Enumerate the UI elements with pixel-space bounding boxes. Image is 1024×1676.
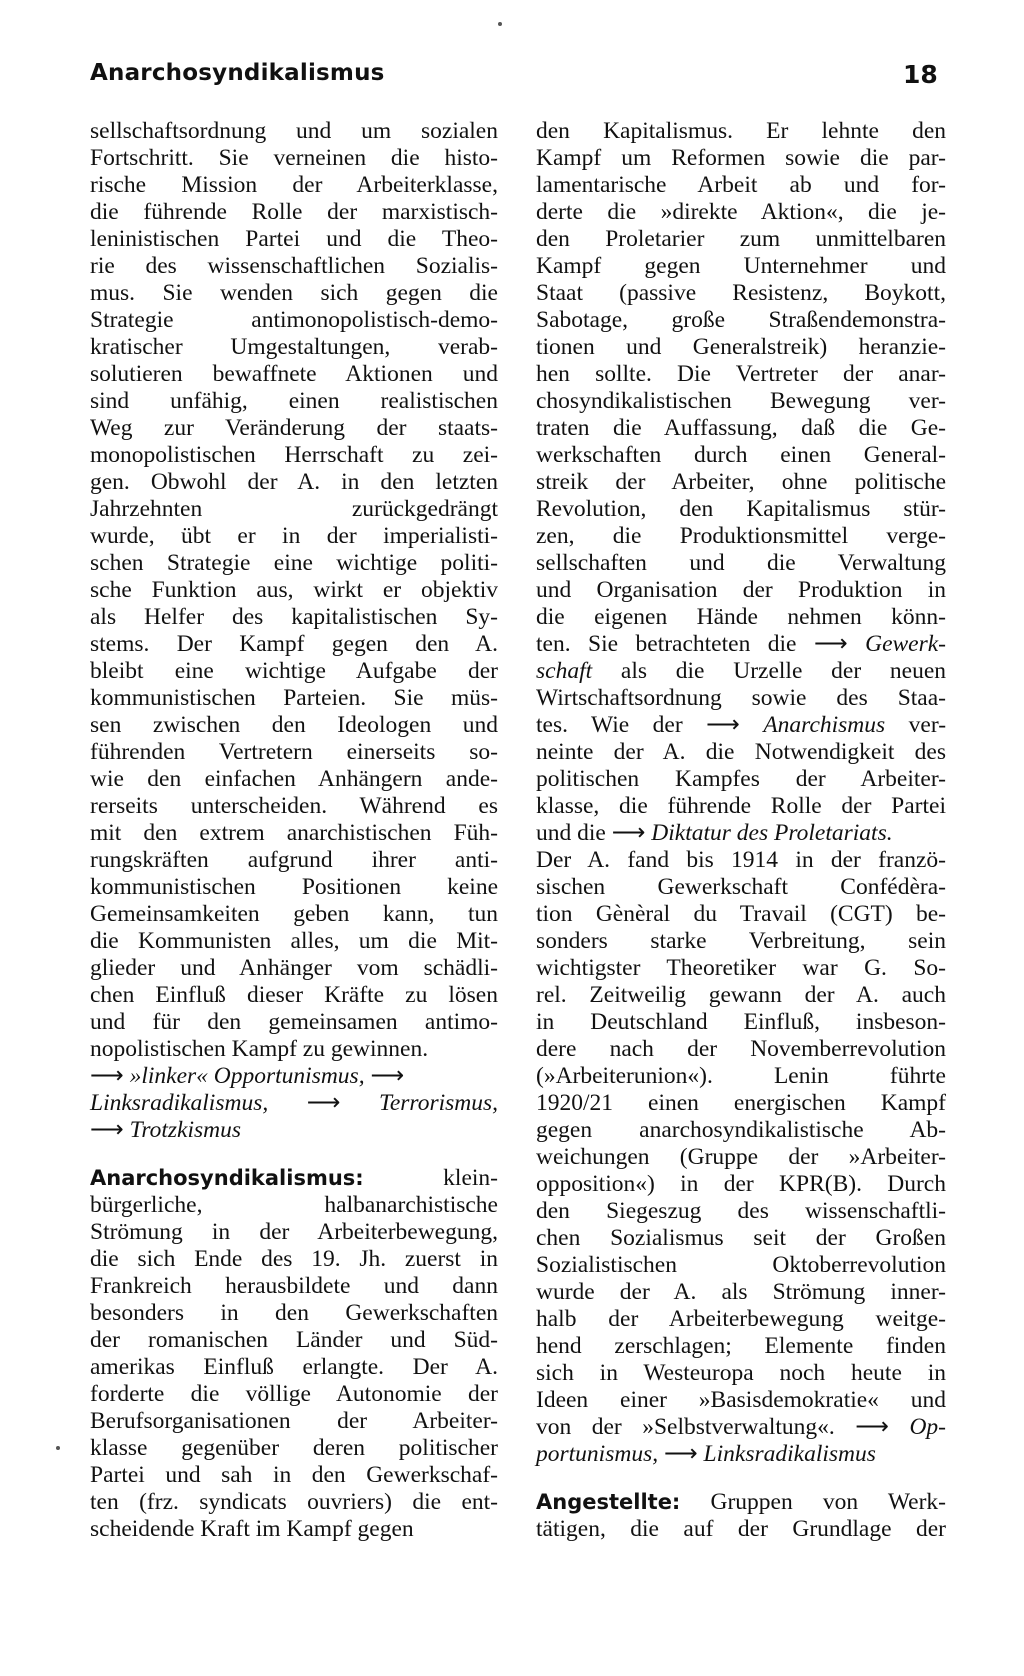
text-span: als die Urzelle der neuen	[620, 658, 947, 684]
text-line: rungskräften aufgrund ihrer anti-	[90, 847, 498, 873]
text-line: scheidende Kraft im Kampf gegen	[90, 1516, 414, 1542]
text-line: amerikas Einfluß erlangte. Der A.	[90, 1354, 498, 1380]
arrow-icon: ⟶	[813, 631, 848, 657]
left-column-text	[90, 118, 498, 1063]
text-line: Der A. fand bis 1914 in der franzö-	[536, 847, 946, 873]
text-line: rie des wissenschaftlichen Sozialis-	[90, 253, 498, 279]
text-line: tätigen, die auf der Grundlage der	[536, 1516, 946, 1542]
cross-reference[interactable]: Linksradikalismus	[703, 1441, 876, 1467]
print-speck	[56, 1446, 60, 1450]
arrow-icon: ⟶	[370, 1063, 405, 1089]
text-line: Revolution, den Kapitalismus stür-	[536, 496, 946, 522]
cross-reference[interactable]: Trotzkismus	[129, 1117, 242, 1143]
text-line: opposition«) in der KPR(B). Durch	[536, 1171, 946, 1197]
text-line: mit den extrem anarchistischen Füh-	[90, 820, 498, 846]
text-line: Weg zur Veränderung der staats-	[90, 415, 498, 441]
text-line: Sozialistischen Oktoberrevolution	[536, 1252, 946, 1278]
text-line: ten (frz. syndicats ouvriers) die ent-	[90, 1489, 498, 1515]
text-line: Fortschritt. Sie verneinen die histo-	[90, 145, 498, 171]
text-line: neinte der A. die Notwendigkeit des	[536, 739, 946, 765]
text-line: monopolistischen Herrschaft zu zei-	[90, 442, 498, 468]
entry-body	[536, 1516, 946, 1543]
text-line: sonders starke Verbreitung, sein	[536, 928, 946, 954]
cross-reference-line	[90, 1063, 498, 1090]
text-line: Frankreich herausbildete und dann	[90, 1273, 498, 1299]
text-span: ver-	[908, 712, 947, 738]
cross-reference-line	[90, 1090, 498, 1117]
text-line: als Helfer des kapitalistischen Sy-	[90, 604, 498, 630]
left-column	[90, 118, 498, 1543]
arrow-icon: ⟶	[663, 1441, 698, 1467]
right-column-text	[536, 118, 946, 631]
arrow-icon: ⟶	[855, 1414, 889, 1440]
text-line	[536, 1414, 946, 1441]
text-line: rerseits unterscheiden. Während es	[90, 793, 498, 819]
entry-first-line	[90, 1165, 498, 1192]
text-line: chen Sozialismus seit der Großen	[536, 1225, 946, 1251]
text-line: werkschaften durch einen General-	[536, 442, 946, 468]
text-line: Staat (passive Resistenz, Boykott,	[536, 280, 946, 306]
text-line: hend zerschlagen; Elemente finden	[536, 1333, 946, 1359]
text-line: sellschaften und die Verwaltung	[536, 550, 946, 576]
text-line: Gemeinsamkeiten geben kann, tun	[90, 901, 498, 927]
text-line: den Proletarier zum unmittelbaren	[536, 226, 946, 252]
text-line	[536, 712, 946, 739]
text-line: bleibt eine wichtige Aufgabe der	[90, 658, 498, 684]
entry-keyword: Angestellte:	[536, 1490, 681, 1514]
entry-first-line	[536, 1489, 946, 1516]
text-line: und für den gemeinsamen antimo-	[90, 1009, 498, 1035]
text-line: kommunistischen Parteien. Sie müs-	[90, 685, 498, 711]
text-line: die sich Ende des 19. Jh. zuerst in	[90, 1246, 498, 1272]
text-line: mus. Sie wenden sich gegen die	[90, 280, 498, 306]
text-line: Strategie antimonopolistisch-demo-	[90, 307, 498, 333]
text-line: kommunistischen Positionen keine	[90, 874, 498, 900]
text-line: sche Funktion aus, wirkt er objektiv	[90, 577, 498, 603]
arrow-icon: ⟶	[706, 712, 740, 738]
text-line: (»Arbeiterunion«). Lenin führte	[536, 1063, 946, 1089]
cross-reference[interactable]: schaft	[536, 658, 593, 684]
text-line: glieder und Anhänger vom schädli-	[90, 955, 498, 981]
text-line: wie den einfachen Anhängern ande-	[90, 766, 498, 792]
right-column	[536, 118, 946, 1543]
arrow-icon: ⟶	[90, 1117, 124, 1143]
text-line: halb der Arbeiterbewegung weitge-	[536, 1306, 946, 1332]
text-line: sich in Westeuropa noch heute in	[536, 1360, 946, 1386]
entry-keyword: Anarchosyndikalismus:	[90, 1166, 364, 1190]
text-line: schen Strategie eine wichtige politi-	[90, 550, 498, 576]
cross-reference[interactable]: Gewerk-	[865, 631, 947, 657]
text-line: streik der Arbeiter, ohne politische	[536, 469, 946, 495]
text-line	[536, 820, 946, 847]
text-line: Partei und sah in den Gewerkschaf-	[90, 1462, 498, 1488]
arrow-icon: ⟶	[306, 1090, 341, 1116]
entry-body	[90, 1192, 498, 1543]
page-number: 18	[903, 60, 938, 89]
text-line: wichtigster Theoretiker war G. So-	[536, 955, 946, 981]
text-line: weichungen (Gruppe der »Arbeiter-	[536, 1144, 946, 1170]
text-line: hen sollte. Die Vertreter der anar-	[536, 361, 946, 387]
cross-reference[interactable]: portunismus,	[536, 1441, 659, 1467]
entry-text: klein-	[443, 1165, 498, 1191]
right-column-text	[536, 847, 946, 1414]
text-line: die Kommunisten alles, um die Mit-	[90, 928, 498, 954]
text-line: chosyndikalistischen Bewegung ver-	[536, 388, 946, 414]
print-speck	[498, 22, 502, 26]
text-line: bürgerliche, halbanarchistische	[90, 1192, 498, 1218]
cross-reference-line	[90, 1117, 498, 1144]
text-line: forderte die völlige Autonomie der	[90, 1381, 498, 1407]
text-line: nopolistischen Kampf zu gewinnen.	[90, 1036, 429, 1062]
text-line: tionen und Generalstreik) heranzie-	[536, 334, 946, 360]
text-line: und Organisation der Produktion in	[536, 577, 946, 603]
text-line: derte die »direkte Aktion«, die je-	[536, 199, 946, 225]
text-line: solutieren bewaffnete Aktionen und	[90, 361, 498, 387]
text-line: kratischer Umgestaltungen, verab-	[90, 334, 498, 360]
text-line: gen. Obwohl der A. in den letzten	[90, 469, 498, 495]
text-line: wurde der A. als Strömung inner-	[536, 1279, 946, 1305]
text-line: 1920/21 einen energischen Kampf	[536, 1090, 946, 1116]
text-line: traten die Auffassung, daß die Ge-	[536, 415, 946, 441]
text-line: führenden Vertretern einerseits so-	[90, 739, 498, 765]
text-line: politischen Kampfes der Arbeiter-	[536, 766, 946, 792]
text-line: klasse gegenüber deren politischer	[90, 1435, 498, 1461]
text-line: Sabotage, große Straßendemonstra-	[536, 307, 946, 333]
text-line: Wirtschaftsordnung sowie des Staa-	[536, 685, 946, 711]
text-line: die führende Rolle der marxistisch-	[90, 199, 498, 225]
text-line: Kampf gegen Unternehmer und	[536, 253, 946, 279]
text-line: sen zwischen den Ideologen und	[90, 712, 498, 738]
text-line: klasse, die führende Rolle der Partei	[536, 793, 946, 819]
text-line: sellschaftsordnung und um sozialen	[90, 118, 498, 144]
cross-reference[interactable]: Op-	[909, 1414, 946, 1440]
text-line: Strömung in der Arbeiterbewegung,	[90, 1219, 498, 1245]
cross-reference[interactable]: Diktatur des Proletariats.	[651, 820, 893, 846]
text-line	[536, 631, 946, 658]
arrow-icon: ⟶	[90, 1063, 124, 1089]
text-line: sind unfähig, einen realistischen	[90, 388, 498, 414]
cross-reference[interactable]: »linker« Opportunismus,	[129, 1063, 365, 1089]
text-line: der romanischen Länder und Süd-	[90, 1327, 498, 1353]
text-line: besonders in den Gewerkschaften	[90, 1300, 498, 1326]
text-line: stems. Der Kampf gegen den A.	[90, 631, 498, 657]
text-line: dere nach der Novemberrevolution	[536, 1036, 946, 1062]
text-span: ten. Sie betrachteten die	[536, 631, 797, 657]
text-line: zen, die Produktionsmittel verge-	[536, 523, 946, 549]
text-line: Jahrzehnten zurückgedrängt	[90, 496, 498, 522]
text-line: den Siegeszug des wissenschaftli-	[536, 1198, 946, 1224]
running-head: Anarchosyndikalismus	[90, 60, 385, 86]
cross-reference[interactable]: Linksradikalismus,	[90, 1090, 269, 1116]
text-line: in Deutschland Einfluß, insbeson-	[536, 1009, 946, 1035]
text-line: lamentarische Arbeit ab und for-	[536, 172, 946, 198]
text-line: sischen Gewerkschaft Confédèra-	[536, 874, 946, 900]
text-span: und die	[536, 820, 606, 846]
text-line: wurde, übt er in der imperialisti-	[90, 523, 498, 549]
text-line: den Kapitalismus. Er lehnte den	[536, 118, 946, 144]
text-line: rische Mission der Arbeiterklasse,	[90, 172, 498, 198]
text-line	[536, 658, 946, 685]
text-line: Ideen einer »Basisdemokratie« und	[536, 1387, 946, 1413]
text-line: Berufsorganisationen der Arbeiter-	[90, 1408, 498, 1434]
text-line: Kampf um Reformen sowie die par-	[536, 145, 946, 171]
cross-reference[interactable]: Terrorismus,	[378, 1090, 499, 1116]
text-span: tes. Wie der	[536, 712, 683, 738]
text-line: die eigenen Hände nehmen könn-	[536, 604, 946, 630]
entry-text: Gruppen von Werk-	[710, 1489, 946, 1515]
arrow-icon: ⟶	[611, 820, 646, 846]
text-span: von der »Selbstverwaltung«.	[536, 1414, 835, 1440]
cross-reference[interactable]: Anarchismus	[763, 712, 886, 738]
text-line: tion Gènèral du Travail (CGT) be-	[536, 901, 946, 927]
text-line: rel. Zeitweilig gewann der A. auch	[536, 982, 946, 1008]
cross-reference-line	[536, 1441, 946, 1468]
text-line: leninistischen Partei und die Theo-	[90, 226, 498, 252]
right-column-text	[536, 739, 946, 820]
text-line: gegen anarchosyndikalistische Ab-	[536, 1117, 946, 1143]
text-line: chen Einfluß dieser Kräfte zu lösen	[90, 982, 498, 1008]
